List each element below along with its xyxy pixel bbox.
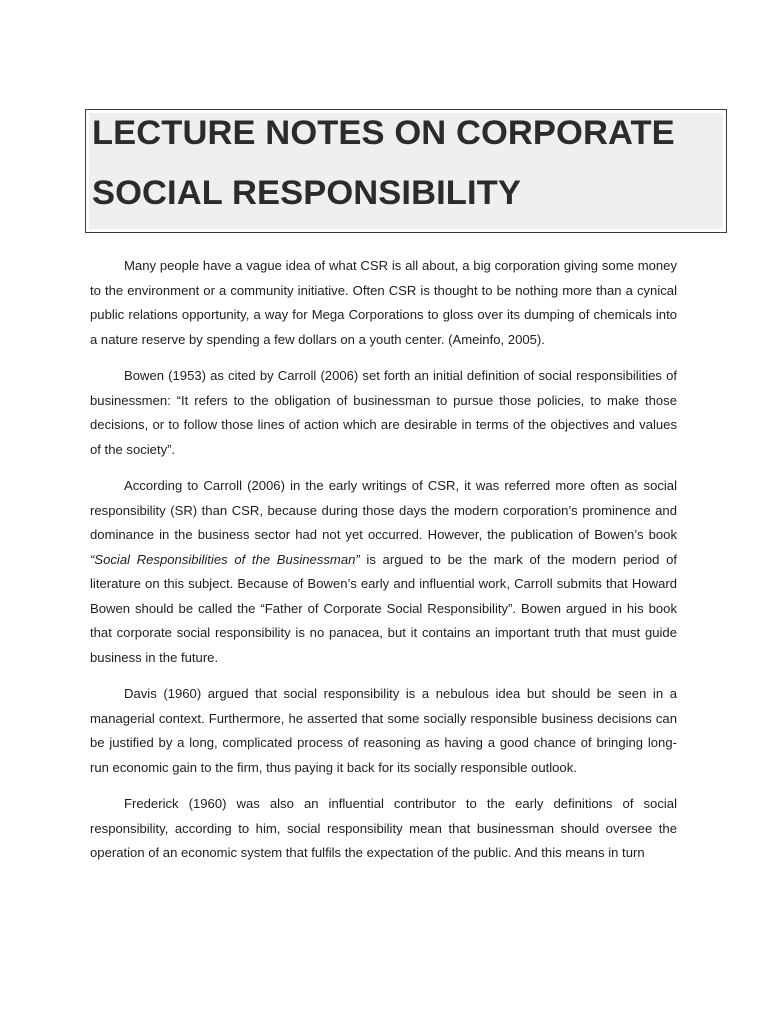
paragraph-davis: Davis (1960) argued that social responsibility is a nebulous idea but should be seen in a managerial context. Furthermore, he asserted that some socially responsible business decisions can be justified by a long, complicated process of reasoning as having a good chance of bringing long-run economic gain to the firm, thus paying it back for its socially responsible outlook.	[90, 686, 677, 775]
title-box	[85, 109, 727, 233]
document-body	[90, 254, 677, 878]
paragraph-carroll-text-after: is argued to be the mark of the modern period of literature on this subject. Because of Bowen’s early and influential work, Carroll submits that Howard Bowen should be called the “Father of Corporate Social Responsibility”. Bowen argued in his book that corporate social responsibility is no panacea, but it contains an important truth that must guide business in the future.	[90, 551, 677, 665]
title-line-1: LECTURE NOTES ON CORPORATE	[92, 114, 675, 152]
paragraph-frederick: Frederick (1960) was also an influential contributor to the early definitions of social responsibility, according to him, social responsibility mean that businessman should oversee the operation of an economic system that fulfils the expectation of the public. And this means in turn	[90, 796, 677, 860]
paragraph-csr-intro: Many people have a vague idea of what CSR is all about, a big corporation giving some money to the environment or a community initiative. Often CSR is thought to be nothing more than a cynical public relations opportunity, a way for Mega Corporations to gloss over its dumping of chemicals into a nature reserve by spending a few dollars on a youth center. (Ameinfo, 2005).	[90, 258, 677, 347]
paragraph-carroll-text-before: According to Carroll (2006) in the early writings of CSR, it was referred more often as social responsibility (SR) than CSR, because during those days the modern corporation’s prominence and dominance in the business sector had not yet occurred. However, the publication of Bowen’s book	[90, 478, 677, 542]
title-line-2: SOCIAL RESPONSIBILITY	[92, 174, 521, 212]
book-title-italic: “Social Responsibilities of the Businessman”	[90, 551, 360, 567]
paragraph-carroll-history	[90, 474, 677, 670]
paragraph-bowen-definition: Bowen (1953) as cited by Carroll (2006) set forth an initial definition of social responsibilities of businessmen: “It refers to the obligation of businessman to pursue those policies, to make those decisions, or to follow those lines of action which are desirable in terms of the objectives and values of the society”.	[90, 368, 677, 457]
